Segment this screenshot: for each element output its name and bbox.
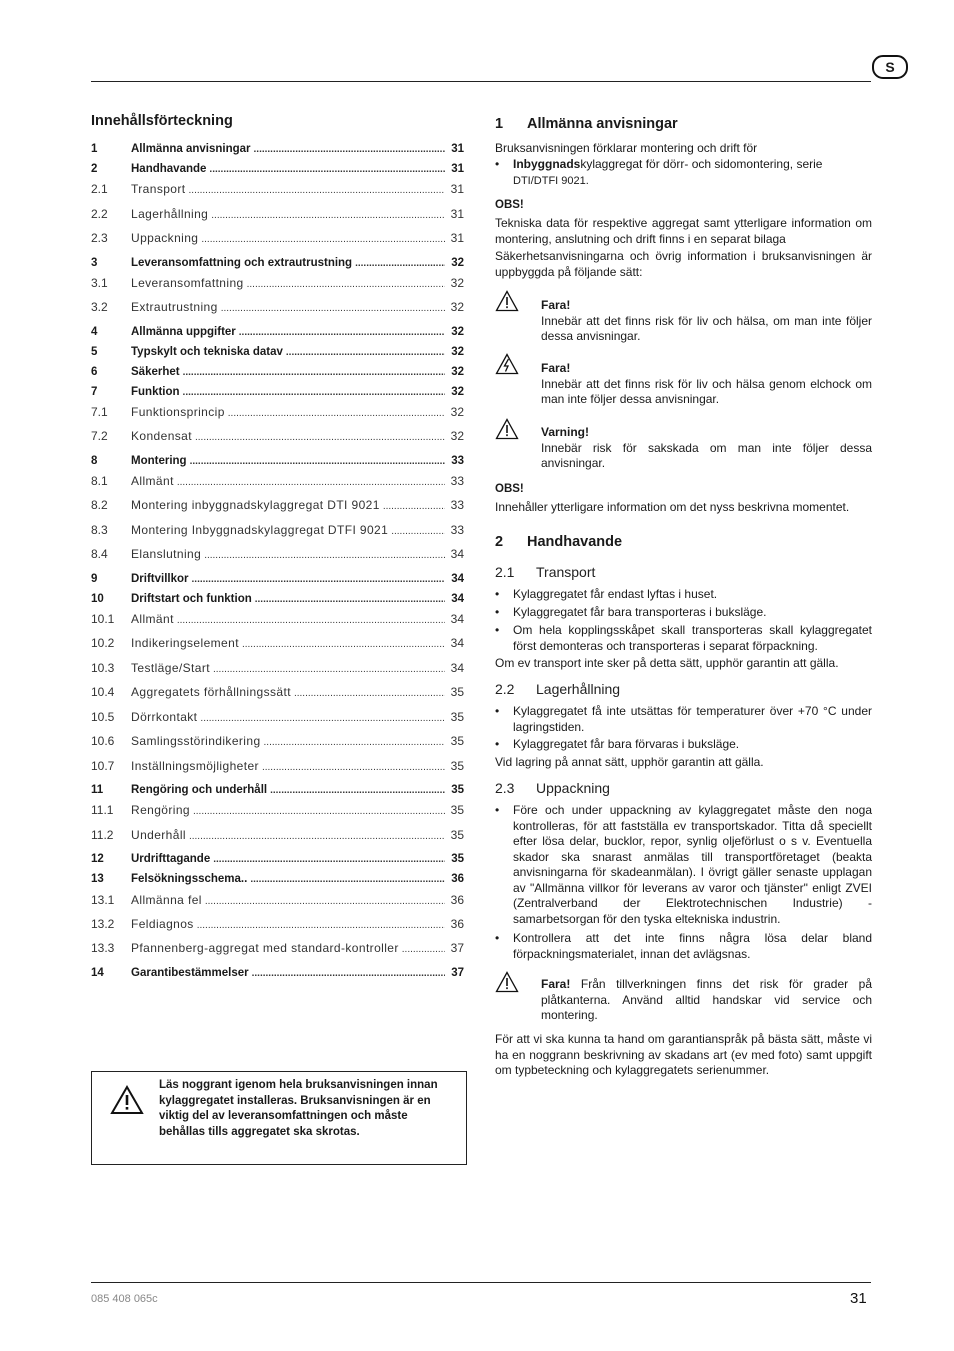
toc-entry-label: Elanslutning xyxy=(131,547,202,561)
toc-entry xyxy=(91,181,464,197)
toc-entry xyxy=(91,591,464,607)
subsection-2-1-heading xyxy=(495,564,595,580)
toc-entry-label: Lagerhållning xyxy=(131,207,209,221)
subsection-title: Lagerhållning xyxy=(536,681,621,697)
toc-entry-label: Montering Inbyggnadskylaggregat DTFI 9021 xyxy=(131,523,389,537)
toc-entry xyxy=(91,522,464,538)
toc-entry-label: Kondensat xyxy=(131,429,192,443)
toc-entry-label: Funktionsprincip xyxy=(131,405,225,419)
installation-warning-box xyxy=(91,1071,467,1165)
toc-entry-label: Underhåll xyxy=(131,828,186,842)
obs-label: OBS! xyxy=(495,199,524,211)
toc-entry-label: Transport xyxy=(131,182,186,196)
section-title: Handhavande xyxy=(527,534,623,550)
toc-entry xyxy=(91,802,464,818)
section-2-heading xyxy=(495,534,622,550)
list-item-text: Kylaggregatet få inte utsättas för temperaturer över +70 °C under lagringstiden. xyxy=(513,704,872,734)
toc-leader-dots xyxy=(201,232,445,248)
toc-entry-number: 3.2 xyxy=(91,300,108,314)
toc-entry-page: 32 xyxy=(451,346,464,358)
toc-leader-dots xyxy=(200,711,445,727)
toc-entry-label: Allmänna anvisningar xyxy=(131,143,251,155)
toc-entry xyxy=(91,299,464,315)
toc-entry-label: Allmänna uppgifter xyxy=(131,326,236,338)
toc-entry-label: Aggregatets förhållningssätt xyxy=(131,685,291,699)
toc-entry-number: 11 xyxy=(91,784,104,796)
toc-entry xyxy=(91,344,464,360)
toc-entry xyxy=(91,827,464,843)
toc-entry xyxy=(91,758,464,774)
list-item: • Kontrollera att det inte finns några lösa delar bland förpackningsmaterialet, innan det avlägsnas. xyxy=(495,931,872,961)
warranty-paragraph: För att vi ska kunna ta hand om garantianspråk på bästa sätt, måste vi ha en noggrann beskrivning av skadans art (ev med foto) samt uppgift om typbeteckning och kylaggregatets serienummer. xyxy=(495,1032,872,1077)
toc-entry-label: Montering xyxy=(131,455,187,467)
toc-entry-page: 35 xyxy=(450,710,464,724)
toc-entry-number: 8.1 xyxy=(91,474,108,488)
warning-triangle-icon xyxy=(495,971,519,993)
toc-entry-label: Garantibestämmelser xyxy=(131,967,249,979)
toc-leader-dots xyxy=(262,760,445,776)
toc-entry-label: Felsökningsschema.. xyxy=(131,873,248,885)
subsection-number: 2.2 xyxy=(495,681,515,697)
toc-entry-number: 9 xyxy=(91,573,98,585)
list-item-text: Före och under uppackning av kylaggregatet måste den noga kontrolleras, för att fastställa ev transportskador. Titta då speciellt efter lösa delar, bucklor, repor, synlig oljeförlust o s v. Eventuella skador ska snarast anmälas till transportföretaget (beakta anvisningarna för skadeanmälan). I övrigt gäller senaste upplagan av "Allmänna villkor för leverans av varor och tjänster" enligt ZVEI (Zentralverband der Elektrotechnischen Industrie) - samarbetsorgan för den tyska eltekniska industrin. xyxy=(513,803,872,926)
list-item: • Inbyggnadskylaggregat för dörr- och sidomontering, serie DTI/DTFI 9021. xyxy=(495,157,823,187)
subsection-number: 2.3 xyxy=(495,780,515,796)
toc-entry xyxy=(91,611,464,627)
toc-entry xyxy=(91,851,464,867)
toc-entry-number: 10.4 xyxy=(91,685,115,699)
toc-entry-label: Indikeringselement xyxy=(131,636,239,650)
toc-entry-label: Testläge/Start xyxy=(131,661,210,675)
toc-entry-number: 10.5 xyxy=(91,710,115,724)
toc-leader-dots xyxy=(209,162,445,178)
toc-leader-dots xyxy=(294,686,445,702)
note-label: Fara! xyxy=(541,298,571,312)
toc-leader-dots xyxy=(183,365,445,381)
toc-entry xyxy=(91,871,464,887)
subsection-2-2-heading xyxy=(495,681,620,697)
toc-entry-page: 32 xyxy=(451,386,464,398)
note-label: Fara! xyxy=(541,361,571,375)
toc-leader-dots xyxy=(177,475,445,491)
toc-entry-label: Allmänna fel xyxy=(131,893,202,907)
toc-entry xyxy=(91,206,464,222)
toc-entry-number: 10 xyxy=(91,593,104,605)
list-item-text: Kylaggregatet får bara förvaras i buksläge. xyxy=(513,737,740,751)
footer-rule xyxy=(91,1282,871,1283)
toc-entry-page: 34 xyxy=(450,661,464,675)
toc-entry-number: 11.2 xyxy=(91,828,114,842)
toc-entry-number: 8 xyxy=(91,455,98,467)
note-text: Innebär att det finns risk för liv och hälsa, om man inte följer dessa anvisningar. xyxy=(541,313,872,343)
toc-entry-label: Feldiagnos xyxy=(131,917,194,931)
section-1-heading xyxy=(495,116,678,132)
toc-entry-number: 10.2 xyxy=(91,636,115,650)
header-rule xyxy=(91,81,871,82)
toc-leader-dots xyxy=(247,277,445,293)
toc-entry-page: 31 xyxy=(451,163,464,175)
toc-entry-number: 7.2 xyxy=(91,429,108,443)
toc-entry-label: Allmänt xyxy=(131,474,174,488)
toc-entry-label: Typskylt och tekniska datav xyxy=(131,346,283,358)
section-number: 1 xyxy=(495,116,504,132)
toc-entry-number: 13 xyxy=(91,873,104,885)
toc-entry-label: Montering inbyggnadskylaggregat DTI 9021 xyxy=(131,498,380,512)
toc-entry-number: 13.3 xyxy=(91,941,115,955)
toc-entry-label: Uppackning xyxy=(131,231,199,245)
subsection-title: Transport xyxy=(536,564,596,580)
list-item: • Om hela kopplingsskåpet skall transporteras skall kylaggregatet först demonteras och transporteras i separat förpackning. xyxy=(495,623,872,653)
toc-entry xyxy=(91,965,464,981)
toc-leader-dots xyxy=(195,430,445,446)
toc-entry-number: 8.4 xyxy=(91,547,108,561)
toc-entry-label: Samlingsstörindikering xyxy=(131,734,261,748)
toc-leader-dots xyxy=(221,301,445,317)
list-item: • Kylaggregatet får bara transporteras i buksläge. xyxy=(495,605,767,619)
toc-leader-dots xyxy=(177,613,445,629)
toc-entry-number: 3 xyxy=(91,257,98,269)
toc-leader-dots xyxy=(252,966,445,982)
warning-triangle-icon xyxy=(495,418,519,440)
toc-entry-label: Handhavande xyxy=(131,163,207,175)
toc-entry-page: 35 xyxy=(451,853,464,865)
toc-entry-number: 8.2 xyxy=(91,498,108,512)
toc-entry-label: Allmänt xyxy=(131,612,174,626)
toc-entry-number: 10.1 xyxy=(91,612,115,626)
toc-entry-number: 1 xyxy=(91,143,98,155)
toc-leader-dots xyxy=(402,942,445,958)
toc-entry-page: 32 xyxy=(450,405,464,419)
toc-leader-dots xyxy=(197,918,445,934)
toc-entry-page: 32 xyxy=(451,366,464,378)
toc-entry xyxy=(91,275,464,291)
obs-text: Innehåller ytterligare information om det nyss beskrivna momentet. xyxy=(495,500,850,514)
toc-entry-label: Funktion xyxy=(131,386,180,398)
toc-entry xyxy=(91,940,464,956)
toc-entry xyxy=(91,892,464,908)
toc-entry-page: 37 xyxy=(451,967,464,979)
toc-entry-page: 32 xyxy=(450,429,464,443)
note-text: Innebär att det finns risk för liv och hälsa genom elchock om man inte följer dessa anvisningar. xyxy=(541,376,872,406)
bullet-text: kylaggregat för dörr- och sidomontering, serie xyxy=(580,157,823,171)
toc-entry-page: 32 xyxy=(450,300,464,314)
toc-entry-number: 8.3 xyxy=(91,523,108,537)
toc-entry xyxy=(91,916,464,932)
toc-entry-label: Driftvillkor xyxy=(131,573,189,585)
toc-entry-number: 7 xyxy=(91,386,98,398)
toc-entry-page: 33 xyxy=(451,455,464,467)
toc-leader-dots xyxy=(213,662,445,678)
toc-entry xyxy=(91,384,464,400)
toc-entry-label: Dörrkontakt xyxy=(131,710,198,724)
bullet-bold-word: Inbyggnads xyxy=(513,157,581,171)
toc-entry xyxy=(91,364,464,380)
toc-entry-page: 31 xyxy=(450,207,464,221)
toc-entry xyxy=(91,546,464,562)
toc-leader-dots xyxy=(239,325,445,341)
toc-entry-number: 5 xyxy=(91,346,98,358)
subsection-2-3-heading xyxy=(495,780,610,796)
toc-entry-label: Rengöring xyxy=(131,803,190,817)
toc-leader-dots xyxy=(355,256,445,272)
list-item-text: Kylaggregatet får bara transporteras i buksläge. xyxy=(513,605,767,619)
toc-entry-page: 35 xyxy=(451,784,464,796)
toc-entry-page: 34 xyxy=(451,573,464,585)
toc-entry xyxy=(91,571,464,587)
toc-entry-page: 35 xyxy=(450,759,464,773)
toc-entry-number: 13.2 xyxy=(91,917,115,931)
toc-leader-dots xyxy=(183,385,445,401)
toc-entry-number: 3.1 xyxy=(91,276,108,290)
toc-entry-page: 34 xyxy=(451,593,464,605)
toc-leader-dots xyxy=(192,572,445,588)
toc-entry xyxy=(91,733,464,749)
toc-leader-dots xyxy=(270,783,445,799)
toc-entry xyxy=(91,497,464,513)
warning-triangle-icon xyxy=(495,290,519,312)
toc-entry-number: 2.1 xyxy=(91,182,108,196)
page-number: 31 xyxy=(850,1290,867,1307)
toc-entry xyxy=(91,404,464,420)
note-label: Varning! xyxy=(541,425,590,439)
toc-leader-dots xyxy=(383,499,445,515)
toc-entry-number: 12 xyxy=(91,853,104,865)
toc-leader-dots xyxy=(255,592,445,608)
toc-entry-number: 2.3 xyxy=(91,231,108,245)
list-item-text: Kylaggregatet får endast lyftas i huset. xyxy=(513,587,718,601)
toc-entry-number: 13.1 xyxy=(91,893,115,907)
toc-entry-page: 36 xyxy=(450,893,464,907)
toc-leader-dots xyxy=(211,208,445,224)
toc-entry-label: Inställningsmöjligheter xyxy=(131,759,259,773)
toc-entry-number: 11.1 xyxy=(91,803,114,817)
toc-entry-page: 32 xyxy=(450,276,464,290)
toc-entry-label: Säkerhet xyxy=(131,366,180,378)
toc-leader-dots xyxy=(193,804,445,820)
toc-entry xyxy=(91,428,464,444)
toc-leader-dots xyxy=(250,872,445,888)
toc-entry-page: 34 xyxy=(450,547,464,561)
toc-leader-dots xyxy=(264,735,445,751)
section-number: 2 xyxy=(495,534,504,550)
toc-entry-page: 36 xyxy=(450,917,464,931)
toc-entry xyxy=(91,709,464,725)
toc-leader-dots xyxy=(228,406,445,422)
toc-leader-dots xyxy=(254,142,445,158)
list-item: • Före och under uppackning av kylaggregatet måste den noga kontrolleras, för att fastställa ev transportskador. Titta då speciellt efter lösa delar, bucklor, repor, synlig oljeförlust o s v. Eventuella skador ska snarast anmälas till transportföretaget (beakta anvisningarna för skadeanmälan). I övrigt gäller senaste upplagan av "Allmänna villkor för leverans av varor och tjänster" enligt ZVEI (Zentralverband der Elektrotechnischen Industrie) - samarbetsorgan för den tyska eltekniska industrin. xyxy=(495,803,872,926)
electric-hazard-icon xyxy=(495,353,519,375)
toc-entry xyxy=(91,141,464,157)
toc-leader-dots xyxy=(189,183,445,199)
toc-entry xyxy=(91,324,464,340)
toc-entry-page: 33 xyxy=(450,498,464,512)
toc-entry xyxy=(91,660,464,676)
toc-title: Innehållsförteckning xyxy=(91,113,233,129)
toc-entry-page: 35 xyxy=(450,828,464,842)
toc-entry xyxy=(91,230,464,246)
toc-entry-number: 6 xyxy=(91,366,98,378)
toc-entry-page: 31 xyxy=(450,182,464,196)
warning-triangle-icon xyxy=(110,1085,144,1115)
toc-entry-label: Pfannenberg-aggregat med standard-kontroller xyxy=(131,941,399,955)
toc-entry xyxy=(91,635,464,651)
note-label: Fara! xyxy=(541,977,571,991)
toc-entry xyxy=(91,473,464,489)
toc-entry-page: 37 xyxy=(450,941,464,955)
toc-leader-dots xyxy=(205,894,445,910)
toc-entry-label: Extrautrustning xyxy=(131,300,218,314)
list-item-text: Om hela kopplingsskåpet skall transporteras skall kylaggregatet först demonteras och transporteras i separat förpackning. xyxy=(513,623,872,653)
toc-entry-page: 31 xyxy=(451,143,464,155)
transport-note: Om ev transport inte sker på detta sätt, upphör garantin att gälla. xyxy=(495,656,839,670)
list-item-text: Kontrollera att det inte finns några lösa delar bland förpackningsmaterialet, innan det avlägsnas. xyxy=(513,931,872,961)
toc-entry-page: 34 xyxy=(450,612,464,626)
list-item: • Kylaggregatet får endast lyftas i huset. xyxy=(495,587,718,601)
note-text: Från tillverkningen finns det risk för grader på plåtkanterna. Använd alltid handskar vid service och montering. xyxy=(541,977,872,1022)
toc-entry-label: Leveransomfattning och extrautrustning xyxy=(131,257,353,269)
toc-entry-number: 7.1 xyxy=(91,405,108,419)
toc-entry-number: 4 xyxy=(91,326,98,338)
safety-intro: Säkerhetsanvisningarna och övrig information i bruksanvisningen är uppbyggda på följande sätt: xyxy=(495,249,872,279)
toc-entry-label: Driftstart och funktion xyxy=(131,593,252,605)
toc-entry-number: 2 xyxy=(91,163,98,175)
toc-entry-page: 32 xyxy=(451,257,464,269)
obs-label: OBS! xyxy=(495,483,524,495)
obs-text: Tekniska data för respektive aggregat samt ytterligare information om montering, anslutning och drift finns i en separat bilaga xyxy=(495,216,872,246)
toc-entry-number: 10.3 xyxy=(91,661,115,675)
toc-leader-dots xyxy=(391,524,445,540)
toc-entry-number: 2.2 xyxy=(91,207,108,221)
toc-entry-label: Urdrifttagande xyxy=(131,853,211,865)
subsection-number: 2.1 xyxy=(495,564,515,580)
toc-entry-page: 35 xyxy=(450,734,464,748)
toc-entry-page: 33 xyxy=(450,523,464,537)
toc-entry xyxy=(91,161,464,177)
toc-leader-dots xyxy=(204,548,445,564)
toc-entry xyxy=(91,684,464,700)
toc-entry-page: 35 xyxy=(450,685,464,699)
language-badge: S xyxy=(872,55,908,79)
toc-entry-number: 10.7 xyxy=(91,759,115,773)
toc-entry-page: 32 xyxy=(451,326,464,338)
toc-entry-page: 33 xyxy=(450,474,464,488)
toc-leader-dots xyxy=(286,345,445,361)
section-title: Allmänna anvisningar xyxy=(527,116,678,132)
toc-leader-dots xyxy=(189,829,445,845)
toc-entry-label: Leveransomfattning xyxy=(131,276,244,290)
list-item: • Kylaggregatet får bara förvaras i buksläge. xyxy=(495,737,740,751)
toc-entry-label: Rengöring och underhåll xyxy=(131,784,268,796)
document-code: 085 408 065c xyxy=(91,1293,158,1305)
toc-entry-number: 14 xyxy=(91,967,104,979)
installation-warning-text: Läs noggrant igenom hela bruksanvisningen innan kylaggregatet installeras. Bruksanvisningen är en viktig del av leveransomfattningen och måste behållas tills aggregatet ska skrotas. xyxy=(159,1079,438,1138)
subsection-title: Uppackning xyxy=(536,780,610,796)
toc-entry-page: 35 xyxy=(450,803,464,817)
toc-entry-page: 31 xyxy=(450,231,464,245)
bullet-text-line2: DTI/DTFI 9021. xyxy=(513,174,589,187)
toc-leader-dots xyxy=(213,852,445,868)
toc-entry xyxy=(91,255,464,271)
toc-entry-number: 10.6 xyxy=(91,734,115,748)
toc-entry-page: 34 xyxy=(450,636,464,650)
toc-entry xyxy=(91,782,464,798)
toc-entry-page: 36 xyxy=(451,873,464,885)
storage-note: Vid lagring på annat sätt, upphör garantin att gälla. xyxy=(495,755,764,769)
section-1-intro: Bruksanvisningen förklarar montering och drift för xyxy=(495,141,758,155)
note-text: Innebär risk för sakskada om man inte följer dessa anvisningar. xyxy=(541,440,872,470)
toc-leader-dots xyxy=(242,637,445,653)
toc-leader-dots xyxy=(190,454,445,470)
toc-entry xyxy=(91,453,464,469)
list-item: • Kylaggregatet få inte utsättas för temperaturer över +70 °C under lagringstiden. xyxy=(495,704,872,734)
